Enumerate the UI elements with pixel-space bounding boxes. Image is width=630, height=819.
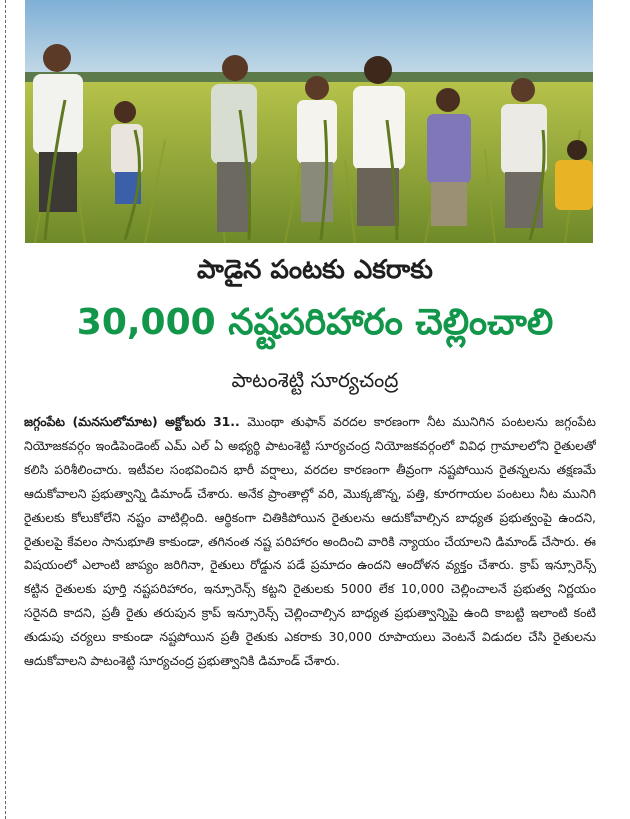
headline-main: 30,000 నష్టపరిహారం చెల్లించాలి <box>76 302 554 343</box>
article-body <box>24 410 596 810</box>
article-body-text: మొంథా తుఫాన్ వరదల కారణంగా నీట మునిగిన పంటలను జగ్గంపేట నియోజకవర్గం ఇండిపెండెంట్ ఎమ్ ఎల్ ఏ అభ్యర్థి పాటంశెట్టి సూర్యచంద్ర నియోజకవర్గంలో వివిధ గ్రామాలలోని రైతులతో కలిసి పరిశీలించారు. ఇటీవల సంభవించిన భారీ వర్షాలు, వరదల కారణంగా తీవ్రంగా నష్టపోయిన రైతన్నలను తక్షణమే ఆదుకోవాలని ప్రభుత్వాన్ని డిమాండ్ చేశారు. అనేక ప్రాంతాల్లో వరి, మొక్కజొన్న, పత్తి, కూరగాయల పంటలు నీట మునిగి రైతులకు కోలుకోలేని నష్టం వాటిల్లింది. ఆర్థికంగా చితికిపోయిన రైతులను ఆదుకోవాల్సిన బాధ్యత ప్రభుత్వంపై ఉందని, రైతులపై కేవలం సానుభూతి కాకుండా, తగినంత నష్ట పరిహారం అందించి వారికి న్యాయం చేయాలని డిమాండ్ చేసారు. ఈ విషయంలో ఎలాంటి జాప్యం జరిగినా, రైతులు రోడ్డున పడే ప్రమాదం ఉందని ఆందోళన వ్యక్తం చేశారు. క్రాప్ ఇన్సూరెన్స్ కట్టిన రైతులకు పూర్తి నష్టపరిహారం, ఇన్సూరెన్స్ కట్టని రైతులకు 5000 లేక 10,000 చెల్లించాలనే ప్రభుత్వ నిర్ణయం సరైనది కాదని, ప్రతీ రైతు తరుపున క్రాప్ ఇన్సూరెన్స్ చెల్లించాల్సిన బాధ్యత ప్రభుత్వాన్నిపై ఉంది కాబట్టి ఇలాంటి కంటి తుడుపు చర్యలు కాకుండా నష్టపోయిన ప్రతీ రైతుకు ఎకరాకు 30,000 రూపాయలు వెంటనే విడుదల చేసి రైతులను ఆదుకోవాలని పాటంశెట్టి సూర్యచంద్ర ప్రభుత్వానికి డిమాండ్ చేశారు. <box>24 414 596 669</box>
article-dateline: జగ్గంపేట (మనసులోమాట) అక్టోబరు 31.. <box>24 414 248 429</box>
photo-sky <box>25 0 593 82</box>
page-border-bottom-dots <box>470 808 590 818</box>
news-photo-farmers-in-field <box>25 0 593 243</box>
page-border-dashed <box>5 0 6 819</box>
headline-byline: పాటంశెట్టి సూర్యచంద్ర <box>231 368 399 392</box>
headline-kicker: పాడైన పంటకు ఎకరాకు <box>197 255 433 285</box>
